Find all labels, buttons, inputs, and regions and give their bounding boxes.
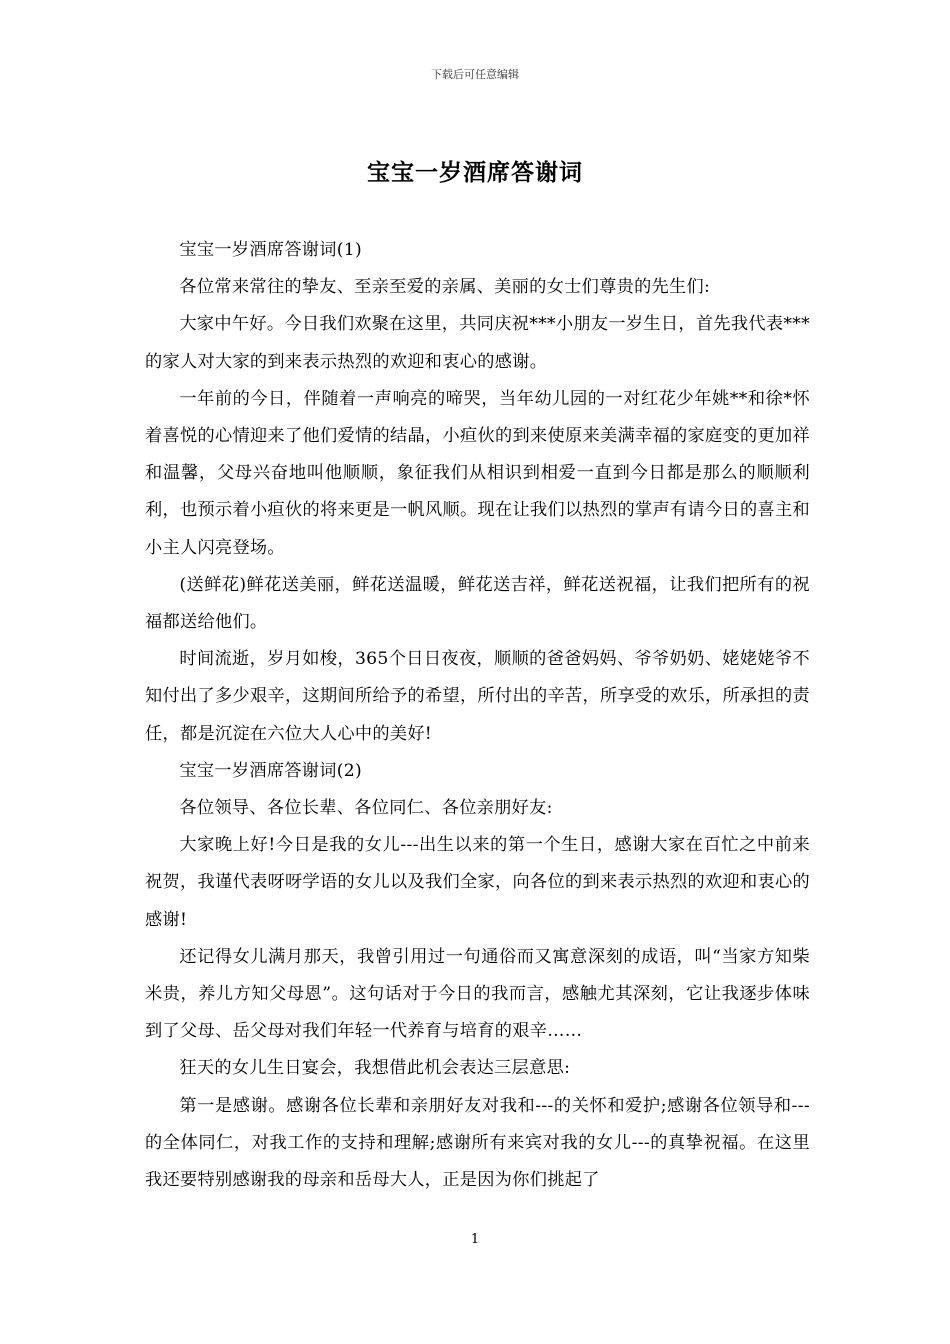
paragraph: 还记得女儿满月那天，我曾引用过一句通俗而又寓意深刻的成语，叫“当家方知柴米贵，养儿方知父母恩”。这句话对于今日的我而言，感触尤其深刻，它让我逐步体味到了父母、岳父母对我们年轻一代养育与培育的艰辛……	[145, 946, 810, 1042]
paragraph: 狂天的女儿生日宴会，我想借此机会表达三层意思:	[179, 1058, 571, 1079]
paragraph: (送鲜花)鲜花送美丽，鲜花送温暖，鲜花送吉祥，鲜花送祝福，让我们把所有的祝福都送给他们。	[145, 574, 810, 633]
paragraph: 一年前的今日，伴随着一声响亮的啼哭，当年幼儿园的一对红花少年姚**和徐*怀着喜悦的心情迎来了他们爱情的结晶，小疸伙的到来使原来美满幸福的家庭变的更加祥和温馨，父母兴奋地叫他顺顺，象征我们从相识到相爱一直到今日都是那么的顺顺利利，也预示着小疸伙的将来更是一帆风顺。现在让我们以热烈的掌声有请今日的喜主和小主人闪亮登场。	[145, 388, 810, 558]
paragraph: 第一是感谢。感谢各位长辈和亲朋好友对我和---的关怀和爱护;感谢各位领导和---的全体同仁，对我工作的支持和理解;感谢所有来宾对我的女儿---的真挚祝福。在这里我还要特别感谢我的母亲和岳母大人，正是因为你们挑起了	[145, 1095, 810, 1191]
paragraph: 时间流逝，岁月如梭，365个日日夜夜，顺顺的爸爸妈妈、爷爷奶奶、姥姥姥爷不知付出了多少艰辛，这期间所给予的希望，所付出的辛苦，所享受的欢乐，所承担的责任，都是沉淀在六位大人心中的美好!	[145, 649, 810, 744]
paragraph: 大家晚上好!今日是我的女儿---出生以来的第一个生日，感谢大家在百忙之中前来祝贺，我谨代表呀呀学语的女儿以及我们全家，向各位的到来表示热烈的欢迎和衷心的感谢!	[145, 835, 810, 930]
header-note: 下载后可任意编辑	[431, 68, 519, 81]
paragraph-greeting-1: 各位常来常往的挚友、至亲至爱的亲属、美丽的女士们尊贵的先生们:	[179, 277, 711, 298]
paragraph-section-heading-2: 宝宝一岁酒席答谢词(2)	[179, 760, 363, 781]
document-body	[145, 232, 810, 1199]
paragraph-section-heading-1: 宝宝一岁酒席答谢词(1)	[179, 240, 363, 260]
document-title: 宝宝一岁酒席答谢词	[367, 159, 583, 186]
paragraph: 大家中午好。今日我们欢聚在这里，共同庆祝***小朋友一岁生日，首先我代表***的家人对大家的到来表示热烈的欢迎和衷心的感谢。	[145, 314, 810, 372]
page-number: 1	[470, 1232, 480, 1247]
paragraph-greeting-2: 各位领导、各位长辈、各位同仁、各位亲朋好友:	[179, 798, 553, 819]
